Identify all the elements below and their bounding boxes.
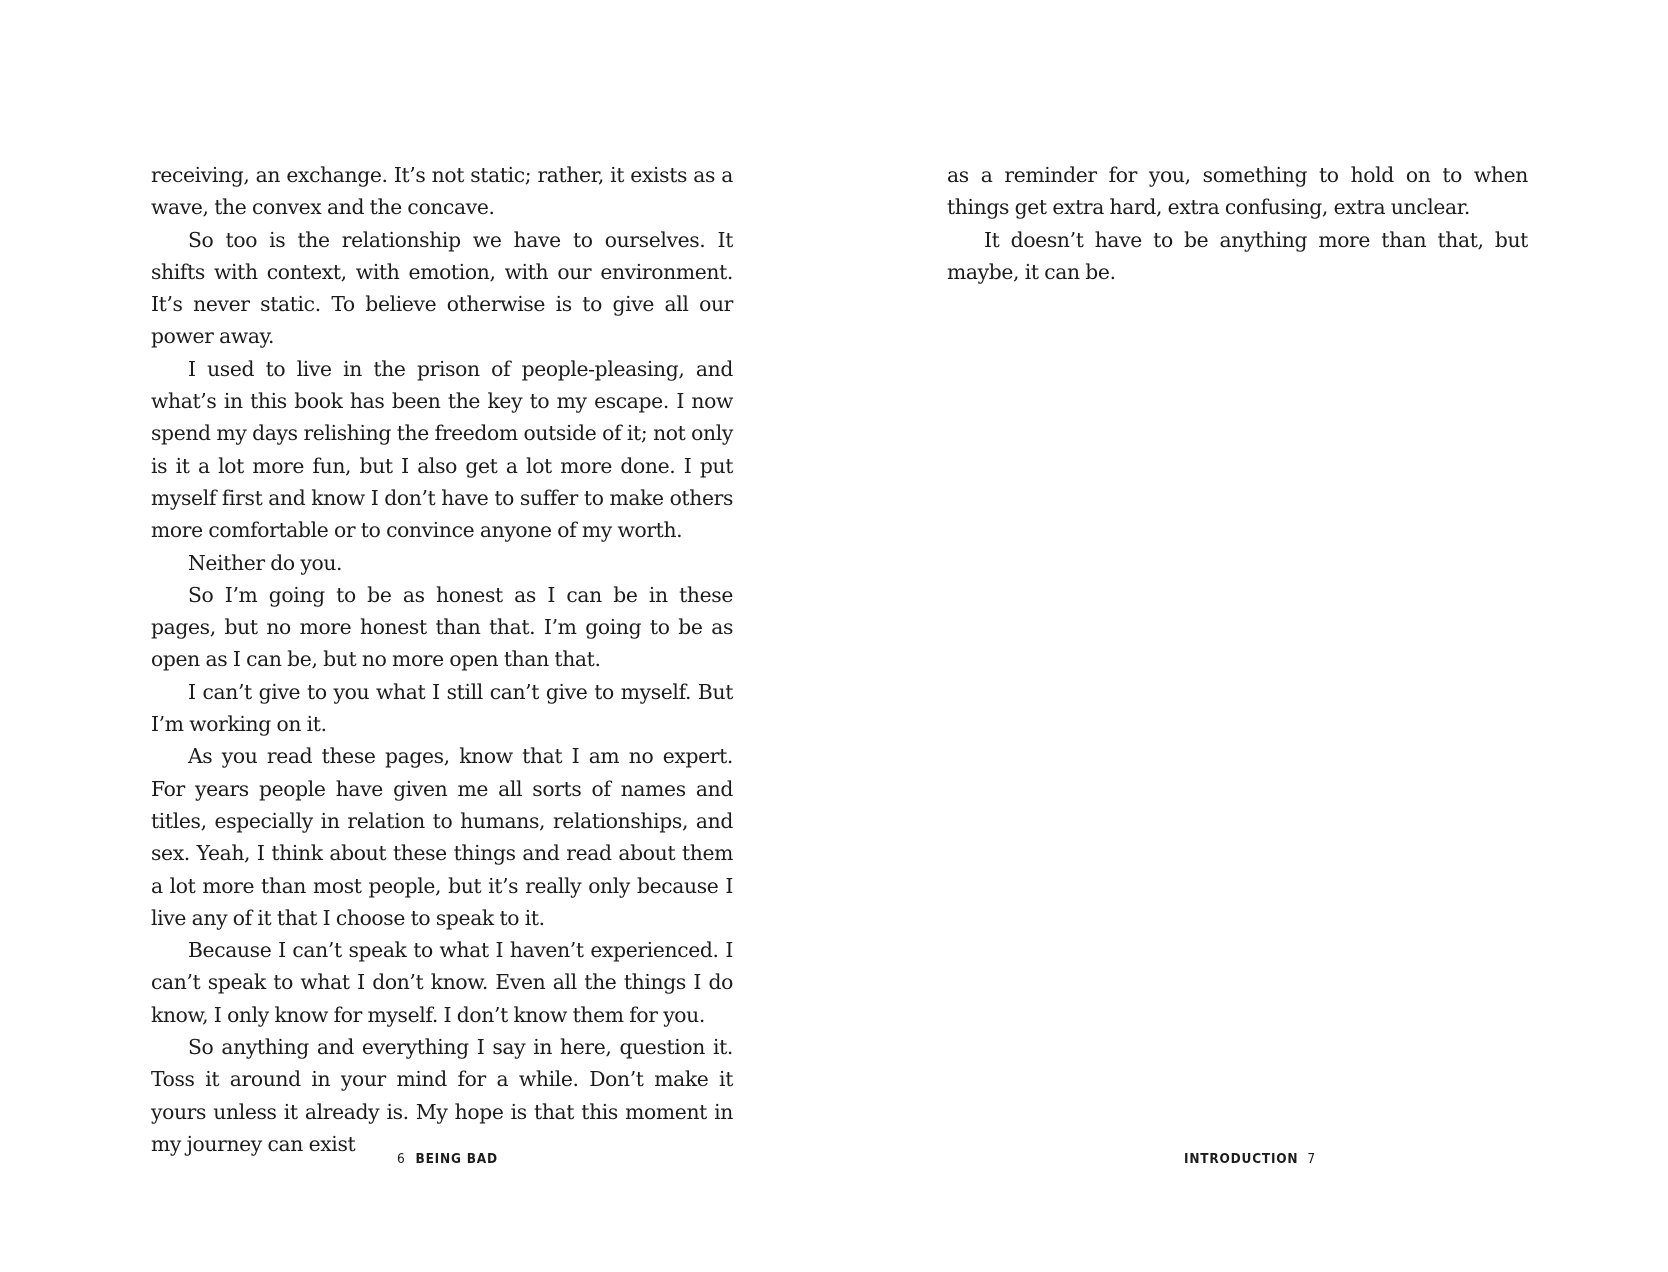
page-number: 7 xyxy=(1307,1151,1316,1167)
running-title: INTRODUCTION xyxy=(1184,1151,1299,1167)
paragraph: Because I can’t speak to what I haven’t experienced. I can’t speak to what I don’t know. Even all the things I do know, I only know for myself. I don’t know them for you. xyxy=(151,938,733,1027)
paragraph: I used to live in the prison of people-pleasing, and what’s in this book has been the key to my escape. I now spend my days relishing the freedom outside of it; not only is it a lot more fun, but I also get a lot more done. I put myself first and know I don’t have to suffer to make others more comfortable or to convince anyone of my worth. xyxy=(151,356,733,543)
paragraph: receiving, an exchange. It’s not static; rather, it exists as a wave, the convex and the concave. xyxy=(151,163,733,220)
right-page-body xyxy=(947,159,1528,288)
paragraph: I can’t give to you what I still can’t give to myself. But I’m working on it. xyxy=(151,679,733,737)
paragraph: So anything and everything I say in here, question it. Toss it around in your mind for a while. Don’t make it yours unless it already is. My hope is that this moment in my journey can exist xyxy=(151,1035,733,1156)
running-title: BEING BAD xyxy=(415,1151,498,1167)
left-page-footer xyxy=(397,1149,498,1169)
right-page-footer xyxy=(1184,1149,1316,1169)
paragraph: So too is the relationship we have to ourselves. It shifts with context, with emotion, with our environment. It’s never static. To believe otherwise is to give all our power away. xyxy=(151,227,733,349)
right-page xyxy=(834,0,1668,1272)
paragraph: It doesn’t have to be anything more than that, but maybe, it can be. xyxy=(947,227,1528,284)
left-page-body xyxy=(151,159,733,1160)
page-number: 6 xyxy=(397,1151,406,1167)
paragraph: as a reminder for you, something to hold on to when things get extra hard, extra confusing, extra unclear. xyxy=(947,163,1528,220)
paragraph: As you read these pages, know that I am no expert. For years people have given me all sorts of names and titles, especially in relation to humans, relationships, and sex. Yeah, I think about these things and read about them a lot more than most people, but it’s really only because I live any of it that I choose to speak to it. xyxy=(151,744,733,930)
paragraph: Neither do you. xyxy=(188,550,343,575)
paragraph: So I’m going to be as honest as I can be in these pages, but no more honest than that. I’m going to be as open as I can be, but no more open than that. xyxy=(151,582,733,672)
